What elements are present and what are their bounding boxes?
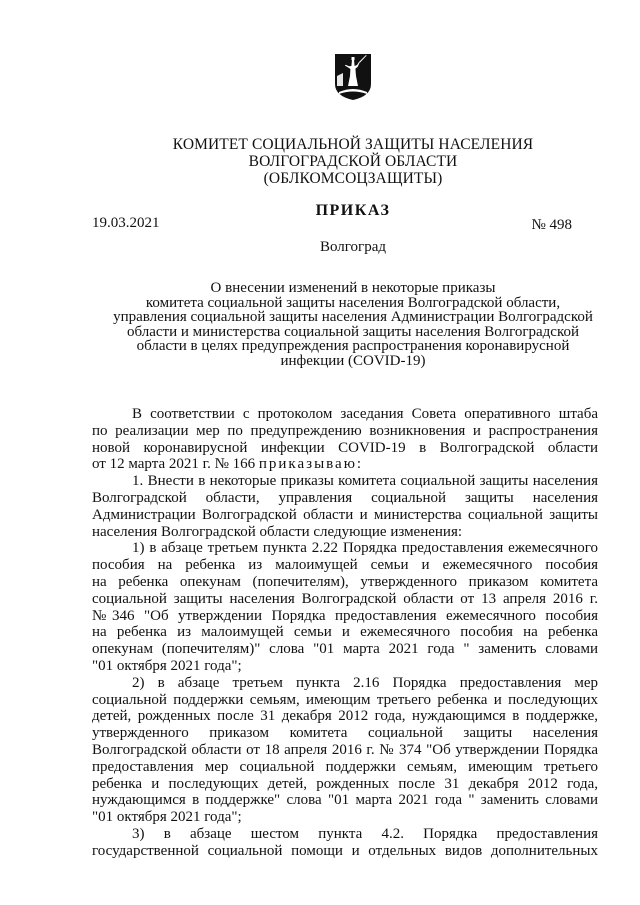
body-line: населения Волгоградской области следующие изменения: <box>92 523 463 540</box>
volgograd-emblem-icon <box>333 52 373 102</box>
body-line: утвержденного приказом комитета социальной защиты населения <box>92 725 598 742</box>
body-line: на ребенка опекунам (попечителям), утвержденного приказом комитета <box>92 573 598 590</box>
org-name-line1: КОМИТЕТ СОЦИАЛЬНОЙ ЗАЩИТЫ НАСЕЛЕНИЯ <box>172 136 534 153</box>
order-word: приказываю: <box>258 456 364 473</box>
body-line: Волгоградской области от 18 апреля 2016 г. № 374 "Об утверждении Порядка <box>92 741 598 758</box>
body-line: 1. Внести в некоторые приказы комитета социальной защиты населения <box>132 473 598 490</box>
body-line: В соответствии с протоколом заседания Совета оперативного штаба <box>132 406 598 422</box>
body-line: опекунам (попечителям)" слова "01 марта 2021 года " заменить словами <box>92 641 598 658</box>
body-line: по реализации мер по предупреждению возникновения и распространения <box>92 422 598 439</box>
org-name-line3: (ОБЛКОМСОЦЗАЩИТЫ) <box>263 170 443 187</box>
document-title <box>100 281 606 368</box>
body-line: социальной поддержки семьям, имеющим третьего ребенка и последующих <box>92 691 598 708</box>
title-line: комитета социальной защиты населения Волгоградской области, <box>145 294 561 311</box>
title-line: области и министерства социальной защиты населения Волгоградской <box>126 323 580 340</box>
document-city: Волгоград <box>319 239 386 255</box>
body-line: предоставления мер социальной поддержки семьям, имеющим третьего <box>92 758 598 775</box>
title-line: области в целях предупреждения распространения коронавирусной <box>136 338 570 354</box>
body-line: на ребенка из малоимущей семьи и ежемесячного пособия на ребенка <box>92 624 598 641</box>
body-line: ребенка и последующих детей, рожденных после 31 декабря 2012 года, <box>92 775 598 792</box>
body-line: 2) в абзаце третьем пункта 2.16 Порядка предоставления мер <box>132 674 598 691</box>
title-line: инфекции (COVID-19) <box>280 352 426 369</box>
body-line: "01 октября 2021 года"; <box>92 809 242 826</box>
body-line: 1) в абзаце третьем пункта 2.22 Порядка предоставления ежемесячного <box>132 540 598 557</box>
body-line: нуждающимся в поддержке" слова "01 марта 2021 года " заменить словами <box>92 792 598 809</box>
body-line: государственной социальной помощи и отдельных видов дополнительных <box>92 842 598 859</box>
document-type: ПРИКАЗ <box>315 202 391 219</box>
document-date: 19.03.2021 <box>92 215 160 231</box>
body-line: 3) в абзаце шестом пункта 4.2. Порядка предоставления <box>132 825 598 842</box>
body-line: Администрации Волгоградской области и министерства социальной защиты <box>92 506 598 523</box>
body-line: новой коронавирусной инфекции COVID-19 в Волгоградской области <box>92 439 598 456</box>
body-line: пособия на ребенка из малоимущей семьи и ежемесячного пособия <box>92 557 598 574</box>
title-line: О внесении изменений в некоторые приказы <box>210 280 496 296</box>
body-line: детей, рожденных после 31 декабря 2012 года, нуждающимся в поддержке, <box>92 708 598 725</box>
body-line: Волгоградской области, управления социальной защиты населения <box>92 489 598 506</box>
title-line: управления социальной защиты населения Администрации Волгоградской <box>113 309 593 325</box>
body-line: социальной защиты населения Волгоградской области от 13 апреля 2016 г. <box>92 590 598 607</box>
document-number: № 498 <box>531 217 572 233</box>
body-line: "01 октября 2021 года"; <box>92 657 242 674</box>
body-text: от 12 марта 2021 г. № 166 <box>92 456 259 473</box>
document-body <box>92 406 598 860</box>
body-line <box>92 456 598 473</box>
org-name-line2: ВОЛГОГРАДСКОЙ ОБЛАСТИ <box>248 153 458 170</box>
body-line: №346 "Об утверждении Порядка предоставления ежемесячного пособия <box>92 607 598 624</box>
